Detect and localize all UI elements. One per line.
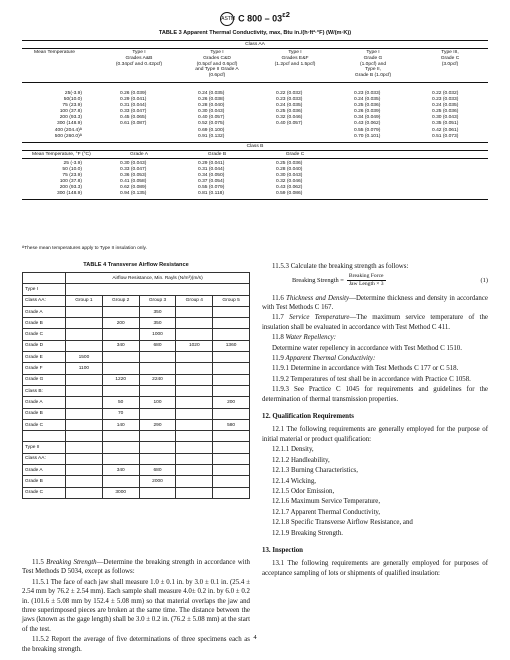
table3-temp-cell: 50(10.0) (63, 97, 82, 103)
table4-row (23, 453, 250, 464)
table3-class-aa-label: Class AA (22, 41, 488, 49)
header-line: Grade G (363, 55, 383, 61)
header-line: Grade C (440, 55, 460, 61)
list-item: 12.1.4 Wicking, (272, 477, 316, 485)
table4-group-header: Group 3 (139, 295, 176, 306)
table4-row (23, 431, 250, 442)
right-column-text (262, 262, 488, 579)
table3-value-cell: 0.33 (0.047) (120, 109, 147, 115)
table3-b-header-cell: Grade B (207, 151, 227, 157)
table4-row (23, 363, 250, 374)
table3-temp-cell: 200 (93.3) (59, 115, 82, 121)
header-line: (0.6pcf) (208, 73, 226, 79)
table4-value-cell: 340 (102, 465, 139, 476)
header-line: Grades E&F (281, 55, 309, 61)
paragraph-11-5-1: 11.5.1 The face of each jaw shall measure 1.0 ± 0.1 in. by 3.0 ± 0.1 in. (25.4 ± 2.54 mm by 76.2 ± 2.54 mm). Each sample shall measure 4.0± 0.2 in. by 6.0 ± 0.2 in. (101.6 ± 5.08 mm by 152.4 ± 5.08 mm) so that material overlaps the jaw and three superimposed pieces are broken at the same time. The distance between the jaws (known as the gage length) shall be 3.0 ± 0.2 in. (76.2 ± 5.08 mm) at the start of the test. (22, 578, 250, 633)
header-line: (3.0pcf) (441, 61, 459, 67)
table3-caption: TABLE 3 Apparent Thermal Conductivity, max, Btu in./(h·ft²·°F) (W/(m·K)) (158, 30, 352, 36)
table4-value-cell: 680 (139, 465, 176, 476)
table3-value-cell: 0.26 (0.039) (354, 109, 381, 115)
table3-value-cell: 0.45 (0.065) (120, 115, 147, 121)
table4-value-cell (176, 363, 213, 374)
table3-value-cell (256, 134, 334, 140)
paragraph-11-5-2: 11.5.2 Report the average of five determinations of three specimens each as the breaking strength. (22, 636, 250, 653)
table3-value-cell: 0.43 (0.062) (354, 121, 381, 127)
table4-value-cell (102, 385, 139, 396)
table4-group-header: Group 5 (213, 295, 250, 306)
table4-row-label: Grade C (23, 419, 66, 430)
table4-row-label: Grade B (23, 476, 66, 487)
table3-value-cell: 0.24 (0.035) (276, 103, 303, 109)
equation-number: (1) (480, 276, 488, 284)
header-line: Type I (210, 50, 224, 55)
table3-value-cell: 0.31 (0.044) (120, 103, 147, 109)
table3-b-temp-cell: 200 (93.3) (59, 185, 82, 191)
table3-value-cell: 0.42 (0.061) (432, 127, 459, 133)
equation-1 (262, 273, 488, 287)
table3-b-value-cell (334, 191, 412, 197)
list-12 (262, 445, 488, 538)
table4-value-cell (176, 306, 213, 317)
table4-value-cell (102, 352, 139, 363)
table4-value-cell (66, 465, 103, 476)
astm-logo-icon: ASTM (220, 12, 234, 26)
table4-row (23, 385, 250, 396)
section-heading-13: 13. Inspection (262, 546, 303, 554)
table4-value-cell (139, 453, 176, 464)
table4-value-cell: 140 (102, 419, 139, 430)
designation-superscript: ε2 (282, 10, 290, 19)
header-line: and Type II Grade A (195, 67, 239, 73)
table4-value-cell (66, 385, 103, 396)
table3-b-row (22, 191, 488, 197)
table4-value-cell (176, 408, 213, 419)
table3-class-b-label (22, 142, 488, 159)
table4-value-cell (213, 374, 250, 385)
table4-value-cell (139, 352, 176, 363)
table4-value-cell: 350 (139, 318, 176, 329)
table4-value-cell (102, 442, 139, 453)
table4-row-label: Grade E (23, 352, 66, 363)
table3-value-cell: 0.24 (0.035) (354, 97, 381, 103)
table3-value-cell: 0.28 (0.040) (198, 103, 225, 109)
table3-body-b (22, 159, 488, 200)
list-item: 12.1.7 Apparent Thermal Conductivity, (272, 508, 381, 516)
table3-value-cell: 0.52 (0.075) (198, 121, 225, 127)
table4-group-header: Group 4 (176, 295, 213, 306)
table4-value-cell (176, 419, 213, 430)
table4-value-cell: 2240 (139, 374, 176, 385)
table3-b-value-cell: 0.41 (0.058) (120, 179, 147, 185)
table4-value-cell: 3000 (102, 487, 139, 498)
table3-temp-cell: 100 (37.8) (59, 109, 82, 115)
table4-value-cell (139, 385, 176, 396)
table4-row-label: Grade C (23, 487, 66, 498)
table4-value-cell: 340 (102, 340, 139, 351)
table3-b-temp-cell: 75 (23.9) (62, 172, 82, 178)
table4-row-label: Type II (23, 442, 66, 453)
table4-value-cell (66, 306, 103, 317)
table3-value-cell: 0.51 (0.073) (432, 133, 459, 139)
table4-value-cell: 350 (139, 306, 176, 317)
table4-value-cell (139, 431, 176, 442)
table3-temp-cell: 400 (204.4)ᴬ (54, 127, 82, 133)
table3-b-value-cell: 0.62 (0.089) (120, 185, 147, 191)
list-item: 12.1.8 Specific Transverse Airflow Resistance, and (272, 519, 413, 527)
table3-header-cell (22, 50, 100, 79)
table4-value-cell (66, 408, 103, 419)
table4-value-cell: 50 (102, 397, 139, 408)
table3-b-value-cell: 0.28 (0.040) (276, 166, 303, 172)
table3-value-cell: 0.30 (0.043) (432, 115, 459, 121)
list-item: 12.1.6 Maximum Service Temperature, (272, 498, 381, 506)
table4-value-cell (102, 329, 139, 340)
table4-row (23, 442, 250, 453)
table3-b-value-cell: 0.30 (0.043) (276, 172, 303, 178)
table3-value-cell (100, 134, 178, 140)
table3-footnote: ᴬThese mean temperatures apply to Type II insulation only. (22, 246, 147, 251)
table4-value-cell (139, 442, 176, 453)
equation-fraction (347, 273, 386, 287)
table4-row (23, 318, 250, 329)
table4 (22, 272, 250, 499)
equation-denominator: Jaw Length × 3 (348, 281, 384, 287)
table4-value-cell (66, 419, 103, 430)
table4-row-label: Grade A (23, 397, 66, 408)
table3-value-cell: 0.23 (0.033) (432, 97, 459, 103)
table4-value-cell (213, 329, 250, 340)
table3-b-temp-cell: 25 (-3.9) (63, 160, 82, 166)
table3-header-row (22, 49, 488, 83)
table4-cell (66, 284, 250, 295)
table3-value-cell: 0.23 (0.033) (354, 90, 381, 96)
table4-value-cell (213, 352, 250, 363)
paragraph-11-7: 11.7 Service Temperature—The maximum service temperature of the insulation shall be evaluated in accordance with Test Method C 411. (262, 314, 488, 331)
table4-type-label: Type I (23, 284, 66, 295)
table3-b-temp-cell: 50 (10.0) (62, 166, 82, 172)
table4-value-cell (66, 487, 103, 498)
paragraph-11-8-body: Determine water repellency in accordance with Test Method C 1510. (272, 344, 462, 352)
table3-value-cell: 0.30 (0.043) (198, 109, 225, 115)
table3-value-cell: 0.22 (0.032) (432, 90, 459, 96)
table3-value-cell: 0.69 (0.100) (198, 127, 225, 133)
list-item: 12.1.1 Density, (272, 446, 314, 454)
table4-value-cell: 290 (139, 419, 176, 430)
table3-b-value-cell: 0.29 (0.041) (198, 160, 225, 166)
table3-header-cell (334, 50, 412, 79)
header-line: Type I (132, 50, 146, 55)
table3-b-temp-cell: 100 (37.8) (59, 179, 82, 185)
table3-value-cell: 0.35 (0.051) (432, 121, 459, 127)
table4-value-cell (176, 352, 213, 363)
table4-value-cell (213, 363, 250, 374)
table3-value-cell: 0.61 (0.087) (120, 121, 147, 127)
table4-row (23, 340, 250, 351)
table4-group-header: Group 1 (66, 295, 103, 306)
table4-value-cell (213, 306, 250, 317)
table4-value-cell (66, 431, 103, 442)
table3-value-cell: 0.25 (0.036) (276, 109, 303, 115)
table3-value-cell: 0.26 (0.039) (120, 90, 147, 96)
paragraph-12-1: 12.1 The following requirements are generally employed for the purpose of initial material or product qualification: (262, 426, 488, 443)
table4-value-cell (176, 397, 213, 408)
table3-header-cell (256, 50, 334, 79)
table3-value-cell: 0.29 (0.041) (120, 97, 147, 103)
table3-body-aa (22, 83, 488, 142)
header-line: Grades A&B (125, 55, 153, 61)
table4-row (23, 419, 250, 430)
table3-value-cell: 0.25 (0.036) (354, 103, 381, 109)
paragraph-11-8: 11.8 Water Repellency: (272, 334, 336, 342)
table3-b-header-cell: Grade A (130, 151, 148, 157)
table4-value-cell (176, 385, 213, 396)
paragraph-11-9: 11.9 Apparent Thermal Conductivity: (272, 355, 376, 363)
table3-b-value-cell: 0.37 (0.054) (198, 179, 225, 185)
page-header (0, 10, 510, 26)
table4-value-cell (176, 487, 213, 498)
table4-value-cell (176, 476, 213, 487)
table4-group-header: Group 2 (102, 295, 139, 306)
table3-temp-cell: 75 (23.9) (62, 103, 82, 109)
table4-value-cell (66, 329, 103, 340)
table4-value-cell (213, 453, 250, 464)
section-heading-12: 12. Qualification Requirements (262, 413, 354, 421)
table4-value-cell (176, 442, 213, 453)
table4-row-label: Grade F (23, 363, 66, 374)
table4-value-cell (213, 385, 250, 396)
table3-b-value-cell: 0.33 (0.047) (120, 166, 147, 172)
table4-value-cell (176, 329, 213, 340)
table4-value-cell (213, 487, 250, 498)
table3-value-cell: 0.91 (0.132) (198, 133, 225, 139)
table4-value-cell: 200 (102, 318, 139, 329)
class-b-label: Class B (22, 143, 488, 151)
paragraph-11-9-3: 11.9.3 See Practice C 1045 for requirements and guidelines for the determination of thermal transmission properties. (262, 386, 488, 403)
table4-value-cell: 100 (139, 397, 176, 408)
table4-value-cell (213, 476, 250, 487)
table3-b-header-cell: Grade C (285, 151, 305, 157)
table3-temp-cell: 300 (148.9) (56, 121, 82, 127)
table4-value-cell: 1000 (139, 329, 176, 340)
table3-b-value-cell: 0.94 (0.135) (120, 191, 147, 197)
table3-header-cell (178, 50, 256, 79)
table4-value-cell (213, 408, 250, 419)
table4-value-cell (213, 465, 250, 476)
list-item: 12.1.2 Handleability, (272, 456, 330, 464)
header-line: Type II, (364, 67, 382, 73)
table4-value-cell (139, 487, 176, 498)
table4-value-cell (102, 306, 139, 317)
table3-value-cell: 0.40 (0.057) (276, 121, 303, 127)
paragraph-11-6: 11.6 Thickness and Density—Determine thickness and density in accordance with Test Methods C 167. (262, 294, 488, 311)
header-line: Type III, (441, 50, 459, 55)
table3-header-cell (412, 50, 488, 79)
table3-header-cell (100, 50, 178, 79)
designation: C 800 – 03 (238, 13, 283, 24)
header-line: Grade B (1.0pcf) (354, 73, 392, 79)
table4-row (23, 487, 250, 498)
table4-subheader-row (23, 273, 250, 284)
table4-row-label: Grade C (23, 329, 66, 340)
table4-value-cell (102, 476, 139, 487)
equation-lhs: Breaking Strength = (292, 276, 344, 284)
table3-b-value-cell: 0.32 (0.046) (276, 179, 303, 185)
table3-b-value-cell: 0.25 (0.036) (276, 160, 303, 166)
table4-row-label: Class B: (23, 385, 66, 396)
table4-row (23, 329, 250, 340)
table4-row-label: Grade A (23, 465, 66, 476)
table4-row-label: Grade D (23, 340, 66, 351)
paragraph-11-5: 11.5 Breaking Strength—Determine the breaking strength in accordance with Test Methods D 5034, except as follows: (22, 559, 250, 576)
table4-group-header: Class AA: (23, 295, 66, 306)
table4-value-cell (66, 397, 103, 408)
header-line: (0.5pcf and 0.6pcf) (196, 61, 238, 67)
table3-value-cell: 0.26 (0.038) (198, 97, 225, 103)
table4-value-cell (102, 453, 139, 464)
table4-value-cell (176, 318, 213, 329)
table4-group-header-row (23, 295, 250, 306)
table3-b-temp-cell: 300 (148.9) (56, 191, 82, 197)
table4-caption: TABLE 4 Transverse Airflow Resistance (83, 262, 189, 268)
table4-row (23, 408, 250, 419)
table3-b-value-cell: 0.59 (0.086) (276, 191, 303, 197)
header-line: Type I (366, 50, 380, 55)
list-item: 12.1.9 Breaking Strength. (272, 529, 344, 537)
page-number: 4 (253, 634, 257, 641)
table3-b-header-cell: Mean Temperature, °F (°C) (32, 151, 91, 157)
paragraph-11-9-1: 11.9.1 Determine in accordance with Test Methods C 177 or C 518. (272, 365, 459, 373)
table4-value-cell: 2000 (139, 476, 176, 487)
table4-row (23, 352, 250, 363)
table3-value-cell: 0.22 (0.032) (276, 90, 303, 96)
table4-value-cell (139, 408, 176, 419)
table4-value-cell: 1220 (102, 374, 139, 385)
table3-temp-cell: 500 (260.0)ᴬ (54, 133, 82, 139)
table3-b-value-cell: 0.36 (0.053) (120, 172, 147, 178)
table4-value-cell (176, 374, 213, 385)
table4-value-cell: 1020 (176, 340, 213, 351)
table3-b-value-cell: 0.31 (0.044) (198, 166, 225, 172)
table4-value-cell (102, 431, 139, 442)
table4-value-cell (102, 363, 139, 374)
equation-numerator: Breaking Force (348, 273, 384, 280)
table3-value-cell: 0.24 (0.035) (432, 103, 459, 109)
table4-row-label: Grade B (23, 408, 66, 419)
table3-value-cell: 0.32 (0.046) (276, 115, 303, 121)
table4-value-cell (213, 442, 250, 453)
header-line: (0.34pcf and 0.42pcf) (115, 61, 163, 67)
header-line: Grades C&D (203, 55, 231, 61)
table4-row-label: Grade A (23, 306, 66, 317)
table3-temp-cell: 25(-3.9) (64, 90, 82, 96)
header-line: Mean Temperature (34, 50, 75, 55)
table4-type-row (23, 284, 250, 295)
table4-value-cell (139, 363, 176, 374)
table4-subheader: Airflow Resistance, Min. Rayls (N/m³)(m/s) (66, 273, 250, 284)
list-item: 12.1.5 Odor Emission, (272, 487, 335, 495)
table3-row (22, 134, 488, 140)
table4-value-cell: 70 (102, 408, 139, 419)
table4-value-cell: 200 (213, 397, 250, 408)
table3-value-cell: 0.55 (0.079) (354, 127, 381, 133)
table4-value-cell: 1100 (66, 363, 103, 374)
table4-row (23, 465, 250, 476)
header-line: Type I (288, 50, 302, 55)
table4-row-label: Class AA: (23, 453, 66, 464)
table4-value-cell (66, 476, 103, 487)
table3-b-value-cell: 0.43 (0.062) (276, 185, 303, 191)
table4-value-cell: 680 (139, 340, 176, 351)
table4-value-cell (213, 318, 250, 329)
list-item: 12.1.3 Burning Characteristics, (272, 467, 358, 475)
table4-row-label: Grade B (23, 318, 66, 329)
table4-row (23, 374, 250, 385)
paragraph-13-1: 13.1 The following requirements are generally employed for purposes of acceptance sampling of lots or shipments of qualified insulation: (262, 560, 488, 577)
table3-value-cell: 0.40 (0.057) (198, 115, 225, 121)
table3-b-value-cell: 0.30 (0.043) (120, 160, 147, 166)
table4-value-cell (176, 453, 213, 464)
table4-value-cell (66, 318, 103, 329)
table3 (22, 40, 488, 200)
table4-row-label: Grade G (23, 374, 66, 385)
header-line: (1.0pcf) and (359, 61, 387, 67)
table4-value-cell: 580 (213, 419, 250, 430)
table3-b-value-cell: 0.34 (0.050) (198, 172, 225, 178)
table4-cell (23, 273, 66, 284)
table4-row-label (23, 431, 66, 442)
table3-b-value-cell (412, 191, 488, 197)
table4-value-cell (66, 442, 103, 453)
paragraph-11-9-2: 11.9.2 Temperatures of test shall be in accordance with Practice C 1058. (272, 375, 471, 383)
table4-value-cell (66, 374, 103, 385)
table4-value-cell (176, 465, 213, 476)
table4-row (23, 306, 250, 317)
table3-b-value-cell: 0.81 (0.118) (198, 191, 225, 197)
table4-row (23, 476, 250, 487)
table3-value-cell: 0.70 (0.101) (354, 133, 381, 139)
paragraph-11-5-3: 11.5.3 Calculate the breaking strength as follows: (272, 263, 409, 270)
table4-value-cell (66, 340, 103, 351)
table3-value-cell: 0.34 (0.049) (354, 115, 381, 121)
table4-value-cell: 1360 (213, 340, 250, 351)
table4-value-cell (66, 453, 103, 464)
table3-value-cell: 0.23 (0.033) (276, 97, 303, 103)
table4-value-cell (213, 431, 250, 442)
table4-value-cell: 1500 (66, 352, 103, 363)
header-line: (1.2pcf and 1.5pcf) (274, 61, 316, 67)
table4-value-cell (176, 431, 213, 442)
table3-value-cell: 0.24 (0.035) (198, 90, 225, 96)
table3-value-cell: 0.25 (0.036) (432, 109, 459, 115)
table4-row (23, 397, 250, 408)
table3-b-value-cell: 0.55 (0.079) (198, 185, 225, 191)
